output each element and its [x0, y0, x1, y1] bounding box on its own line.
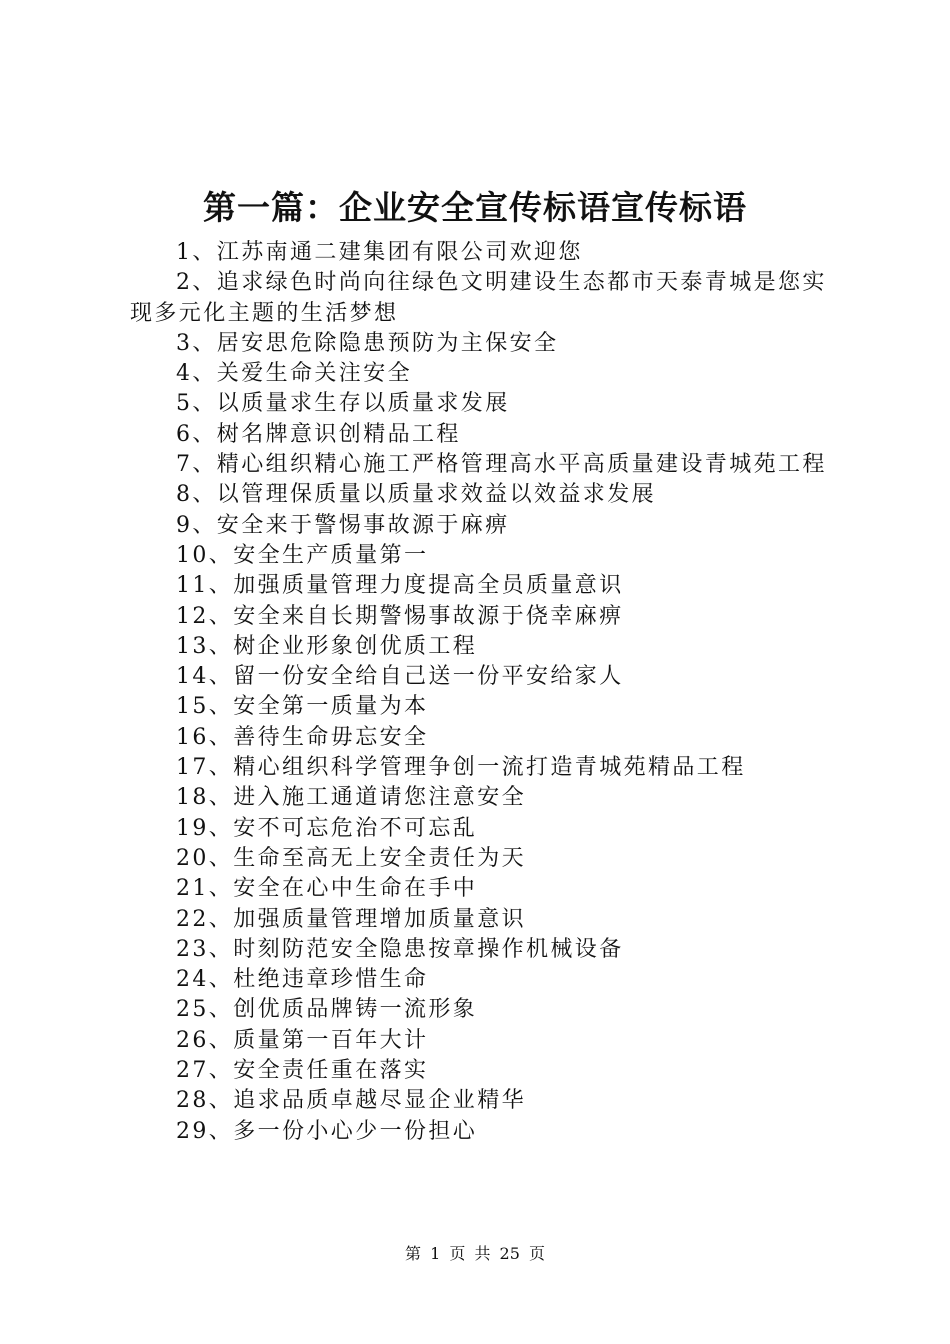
list-item: 10、安全生产质量第一 [176, 542, 429, 568]
document-title: 第一篇：企业安全宣传标语宣传标语 [203, 188, 747, 227]
list-item: 20、生命至高无上安全责任为天 [176, 845, 526, 871]
list-item: 1、江苏南通二建集团有限公司欢迎您 [176, 240, 583, 265]
list-item: 26、质量第一百年大计 [176, 1027, 429, 1053]
list-item: 27、安全责任重在落实 [176, 1058, 429, 1084]
list-item: 21、安全在心中生命在手中 [176, 876, 478, 902]
list-item: 11、加强质量管理力度提高全员质量意识 [176, 573, 624, 599]
list-item: 16、善待生命毋忘安全 [176, 724, 429, 750]
list-item: 7、精心组织精心施工严格管理高水平高质量建设青城苑工程 [176, 452, 827, 478]
list-item: 3、居安思危除隐患预防为主保安全 [176, 330, 559, 356]
list-item: 5、以质量求生存以质量求发展 [176, 391, 510, 417]
list-item: 14、留一份安全给自己送一份平安给家人 [176, 664, 624, 690]
list-item: 15、安全第一质量为本 [176, 694, 429, 720]
list-item: 23、时刻防范安全隐患按章操作机械设备 [176, 936, 624, 962]
list-item: 29、多一份小心少一份担心 [176, 1118, 478, 1144]
list-item: 4、关爱生命关注安全 [176, 361, 412, 387]
list-item: 17、精心组织科学管理争创一流打造青城苑精品工程 [176, 755, 746, 781]
list-item: 22、加强质量管理增加质量意识 [176, 906, 526, 932]
list-item: 13、树企业形象创优质工程 [176, 633, 478, 659]
list-item: 12、安全来自长期警惕事故源于侥幸麻痹 [176, 603, 624, 629]
list-item: 18、进入施工通道请您注意安全 [176, 785, 526, 811]
slogan-list [130, 238, 835, 1147]
list-item: 28、追求品质卓越尽显企业精华 [176, 1088, 526, 1114]
list-item: 19、安不可忘危治不可忘乱 [176, 815, 478, 841]
list-item: 6、树名牌意识创精品工程 [176, 421, 461, 447]
list-item: 8、以管理保质量以质量求效益以效益求发展 [176, 482, 656, 508]
list-item: 2、追求绿色时尚向往绿色文明建设生态都市天泰青城是您实现多元化主题的生活梦想 [130, 270, 827, 326]
page-number: 第 1 页 共 25 页 [405, 1244, 545, 1263]
list-item: 9、安全来于警惕事故源于麻痹 [176, 512, 510, 538]
list-item: 25、创优质品牌铸一流形象 [176, 997, 478, 1023]
list-item: 24、杜绝违章珍惜生命 [176, 967, 429, 993]
